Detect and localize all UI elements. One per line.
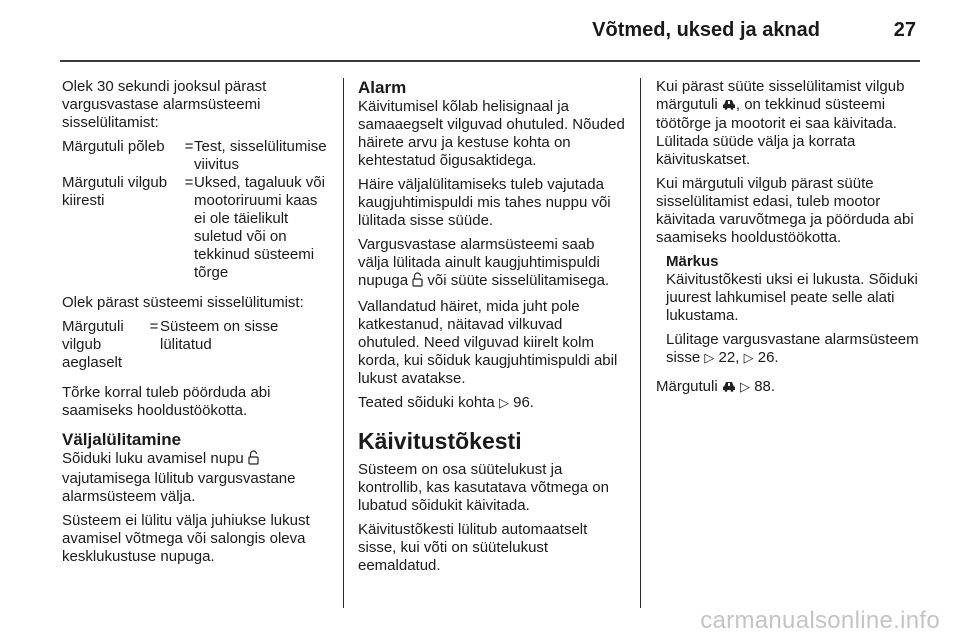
heading-deactivation: Väljalülitamine: [62, 430, 182, 449]
note-heading: Märkus: [666, 253, 719, 270]
status-table-after: [62, 318, 330, 372]
page-reference[interactable]: 26.: [757, 349, 779, 366]
table-label: Märgutuli põleb: [62, 138, 165, 155]
unlock-icon: [248, 450, 259, 470]
heading-immobiliser: Käivitustõkesti: [358, 428, 522, 454]
immobiliser-paragraph-4: Kui märgutuli vilgub pärast süüte sisselülitamist edasi, tuleb mootor käivitada varuvõtmega ja pöörduda abi saamiseks hooldustöökotta.: [656, 175, 914, 246]
deactivation-paragraph-1: Sõiduki luku avamisel nupu vajutamisega lülitub vargusvastane alarmsüsteem välja.: [62, 450, 296, 505]
heading-alarm: Alarm: [358, 78, 407, 97]
column-divider-1: [343, 78, 344, 608]
page-reference-arrow-icon: ▷: [498, 396, 509, 411]
table-equals: =: [149, 318, 159, 335]
page-reference[interactable]: 96.: [513, 394, 534, 411]
page-number: 27: [893, 19, 916, 41]
note-paragraph-1: Käivitustõkesti uksi ei lukusta. Sõiduki juurest lahkumisel peate selle alati lukustama.: [666, 271, 918, 324]
table-equals: =: [184, 174, 194, 191]
page-reference[interactable]: 88.: [754, 378, 776, 395]
immobilizer-car-icon: [722, 379, 736, 397]
alarm-paragraph-3: Vargusvastase alarmsüsteemi saab välja lülitada ainult kaugjuhtimispuldi nupuga või süüte sisselülitamisega.: [358, 236, 626, 292]
table-value: Süsteem on sisse lülitatud: [160, 318, 279, 353]
column-2: [358, 78, 626, 581]
header-divider: [60, 60, 920, 62]
fault-text: Tõrke korral tuleb pöörduda abi saamiseks hooldustöökotta.: [62, 384, 271, 419]
deactivation-paragraph-2: Süsteem ei lülitu välja juhiukse lukust avamisel võtmega või salongis oleva kesklukustuse nupuga.: [62, 512, 310, 565]
table-value: Uksed, tagaluuk või mootoriruumi kaas ei ole täielikult suletud või on tekkinud süsteemi tõrge: [194, 174, 325, 281]
table-value: Test, sisselülitumise viivitus: [194, 138, 327, 173]
column-divider-2: [640, 78, 641, 608]
immobiliser-paragraph-3: Kui pärast süüte sisselülitamist vilgub märgutuli , on tekkinud süsteemi töötõrge ja mootorit ei saa käivitada. Lülitada süüde välja ja korrata käivituskatset.: [656, 78, 905, 168]
alarm-paragraph-2: Häire väljalülitamiseks tuleb vajutada kaugjuhtimispuldi mis tahes nuppu või lülitada sisse süüde.: [358, 176, 611, 229]
unlock-icon: [412, 272, 423, 292]
column-3: [656, 78, 928, 403]
status-intro: Olek 30 sekundi jooksul pärast vargusvastase alarmsüsteemi sisselülitamist:: [62, 78, 267, 131]
page-reference[interactable]: 22,: [718, 349, 740, 366]
alarm-paragraph-1: Käivitumisel kõlab helisignaal ja samaaegselt vilguvad ohutuled. Nõuded häirete arvu ja kestuse kohta on kehtestatud õigusaktidega.: [358, 98, 625, 169]
indicator-reference: Märgutuli ▷ 88.: [656, 378, 776, 395]
status-after-label: Olek pärast süsteemi sisselülitumist:: [62, 294, 304, 311]
alarm-paragraph-5: Teated sõiduki kohta ▷ 96.: [358, 394, 534, 411]
column-1: [62, 78, 330, 572]
immobiliser-paragraph-2: Käivitustõkesti lülitub automaatselt sisse, kui võti on süütelukust eemaldatud.: [358, 521, 588, 574]
table-equals: =: [184, 138, 194, 155]
table-label: Märgutuli vilgub aeglaselt: [62, 318, 124, 371]
alarm-paragraph-4: Vallandatud häiret, mida juht pole katkestanud, näitavad vilkuvad ohutuled. Need vilguvad kiirelt kolm korda, kui sõiduk kaugjuhtimispuldi abil lukust avatakse.: [358, 298, 618, 387]
page-reference-arrow-icon: ▷: [743, 351, 754, 366]
immobiliser-paragraph-1: Süsteem on osa süütelukust ja kontrollib, kas kasutatava võtmega on lubatud sõidukit käivitada.: [358, 461, 609, 514]
status-table-first-30s: [62, 138, 330, 282]
immobilizer-car-icon: [722, 97, 736, 115]
page-header-title: Võtmed, uksed ja aknad: [592, 19, 820, 41]
watermark: carmanualsonline.info: [700, 607, 940, 634]
page-reference-arrow-icon: ▷: [704, 351, 715, 366]
table-label: Märgutuli vilgub kiiresti: [62, 174, 168, 209]
note-box: [666, 253, 928, 368]
page-reference-arrow-icon: ▷: [740, 380, 751, 395]
note-paragraph-2: Lülitage vargusvastane alarmsüsteem sisse ▷ 22, ▷ 26.: [666, 331, 919, 366]
